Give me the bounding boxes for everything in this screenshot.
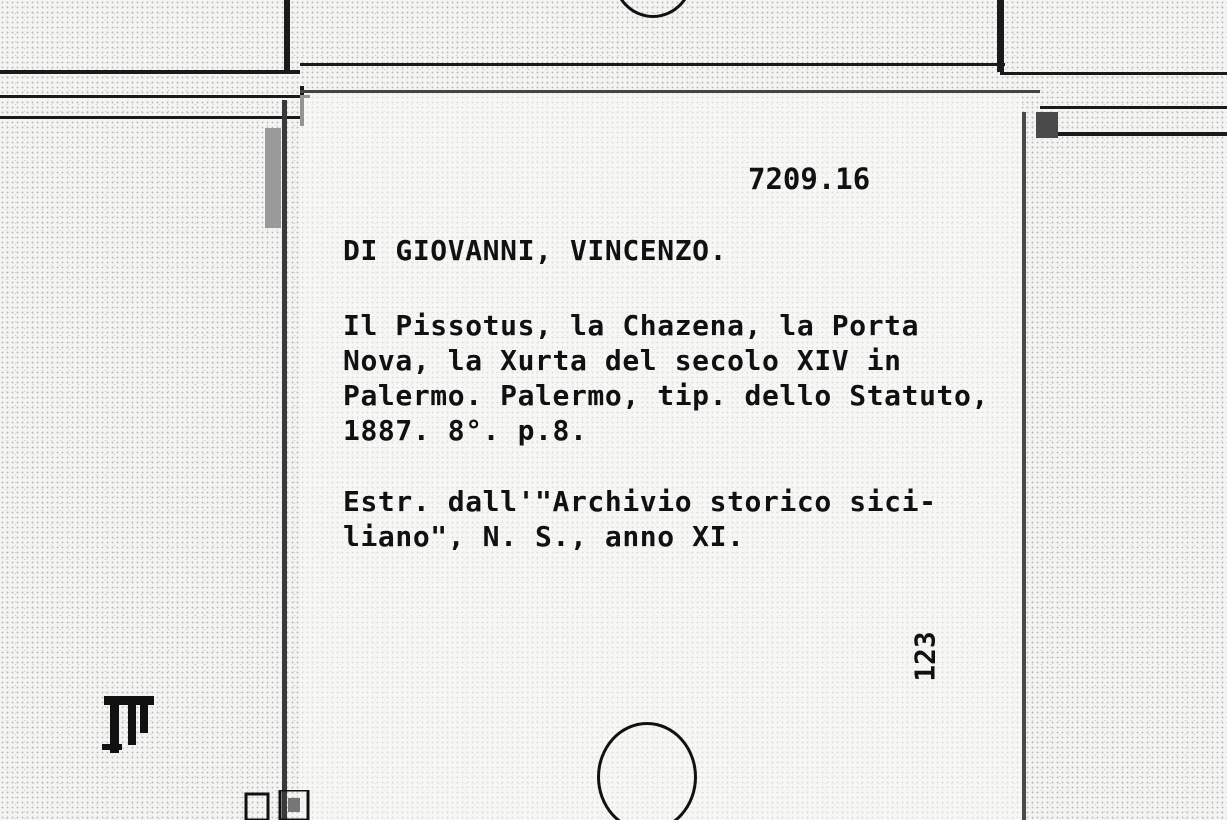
vertical-card-number: 123 [908,631,942,682]
upper-card-edge-right [997,0,1004,72]
frame-line [1040,106,1227,109]
title-line: Nova, la Xurta del secolo XIV in [343,344,902,377]
drawer-mark-icon [100,688,158,756]
note-line: liano", N. S., anno XI. [343,520,745,553]
frame-line [1000,72,1227,75]
frame-line [0,70,300,74]
card-shadow-left [265,128,281,228]
title-line: Il Pissotus, la Chazena, la Porta [343,309,920,342]
note-line: Estr. dall'"Archivio storico sici- [343,485,937,518]
upper-card-edge-bottom [300,63,1005,66]
frame-line [1055,132,1227,136]
card-edge-top [300,90,1040,93]
punch-hole-icon [612,0,694,18]
frame-line [0,116,300,119]
title-line: Palermo. Palermo, tip. dello Statuto, [343,379,989,412]
imprint-line: 1887. 8°. p.8. [343,414,588,447]
call-number: 7209.16 [748,162,871,196]
catalog-card [300,95,1022,820]
card-clip-icon [244,790,314,820]
author-heading: DI GIOVANNI, VINCENZO. [343,234,728,267]
card-edge-right [1022,112,1026,820]
frame-line [0,95,310,98]
card-edge-right-tab [1036,112,1058,138]
upper-card-edge-left [284,0,290,72]
card-edge-left [282,100,287,820]
